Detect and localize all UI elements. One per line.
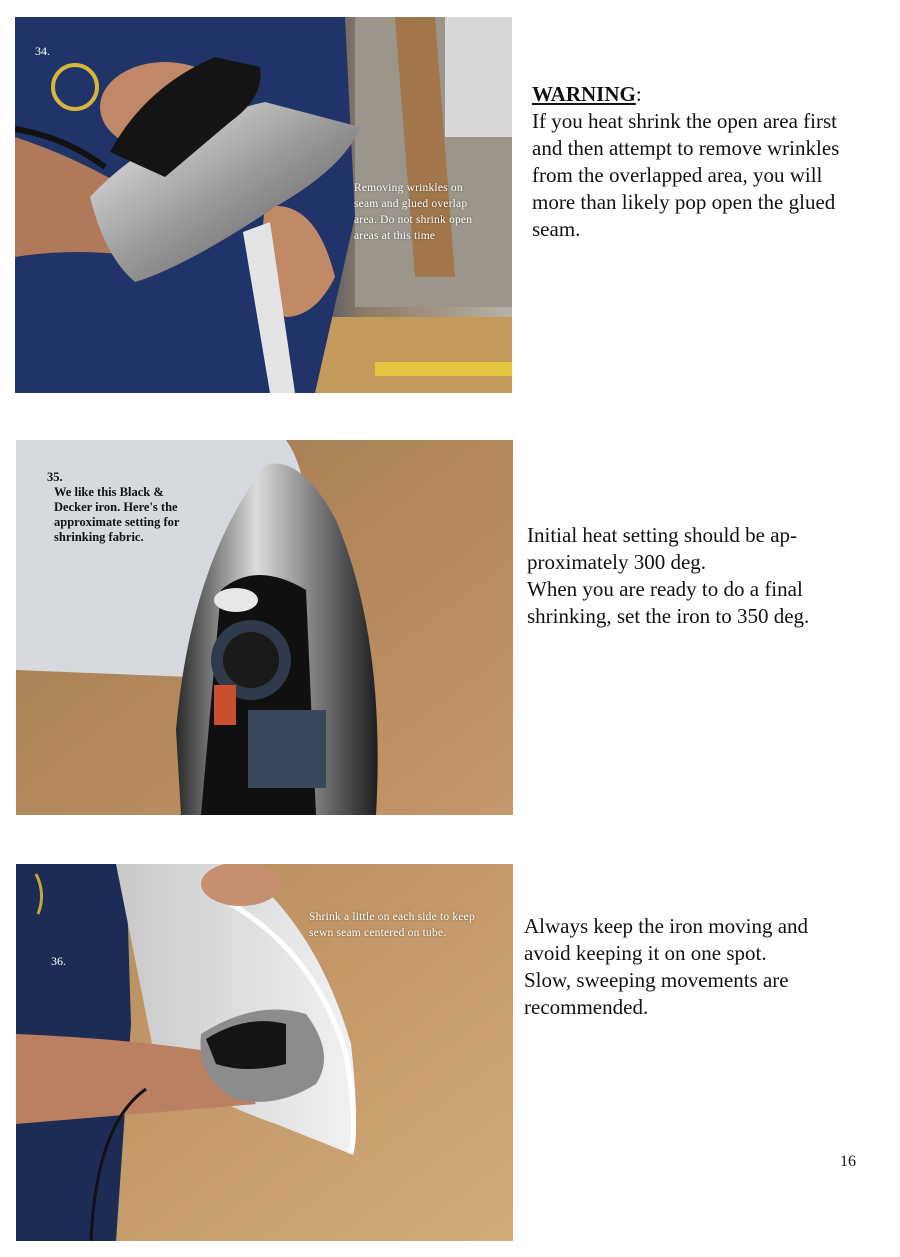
photo-35-number: 35. xyxy=(47,470,63,484)
photo-34 xyxy=(15,17,512,393)
page-number: 16 xyxy=(840,1153,856,1170)
final-shrink-text: When you are ready to do a final shrinking, set the iron to 350 deg. xyxy=(527,577,810,628)
section-36-text xyxy=(524,913,849,1021)
warning-heading: WARNING xyxy=(532,82,636,106)
photo-36 xyxy=(16,864,513,1241)
photo-34-caption: Removing wrinkles on seam and glued overlap area. Do not shrink open areas at this time xyxy=(354,182,473,242)
section-34-text xyxy=(532,81,852,243)
photo-34-number: 34. xyxy=(35,44,50,58)
warning-text: If you heat shrink the open area first and then attempt to remove wrinkles from the overlapped area, you will more than likely pop open the glued seam. xyxy=(532,109,840,241)
warning-heading-line xyxy=(532,81,852,108)
photo-35 xyxy=(16,440,513,815)
keep-moving-text: Always keep the iron moving and avoid keeping it on one spot. xyxy=(524,914,809,965)
sweeping-text: Slow, sweeping movements are recommended. xyxy=(524,968,789,1019)
warning-heading-colon: : xyxy=(635,82,642,106)
photo-36-caption: Shrink a little on each side to keep sewn seam centered on tube. xyxy=(309,911,475,939)
photo-36-number: 36. xyxy=(51,954,66,968)
heat-setting-text: Initial heat setting should be ap-proximately 300 deg. xyxy=(527,523,798,574)
section-35-text xyxy=(527,522,837,630)
photo-35-caption: We like this Black & Decker iron. Here's the approximate setting for shrinking fabric. xyxy=(54,485,180,544)
